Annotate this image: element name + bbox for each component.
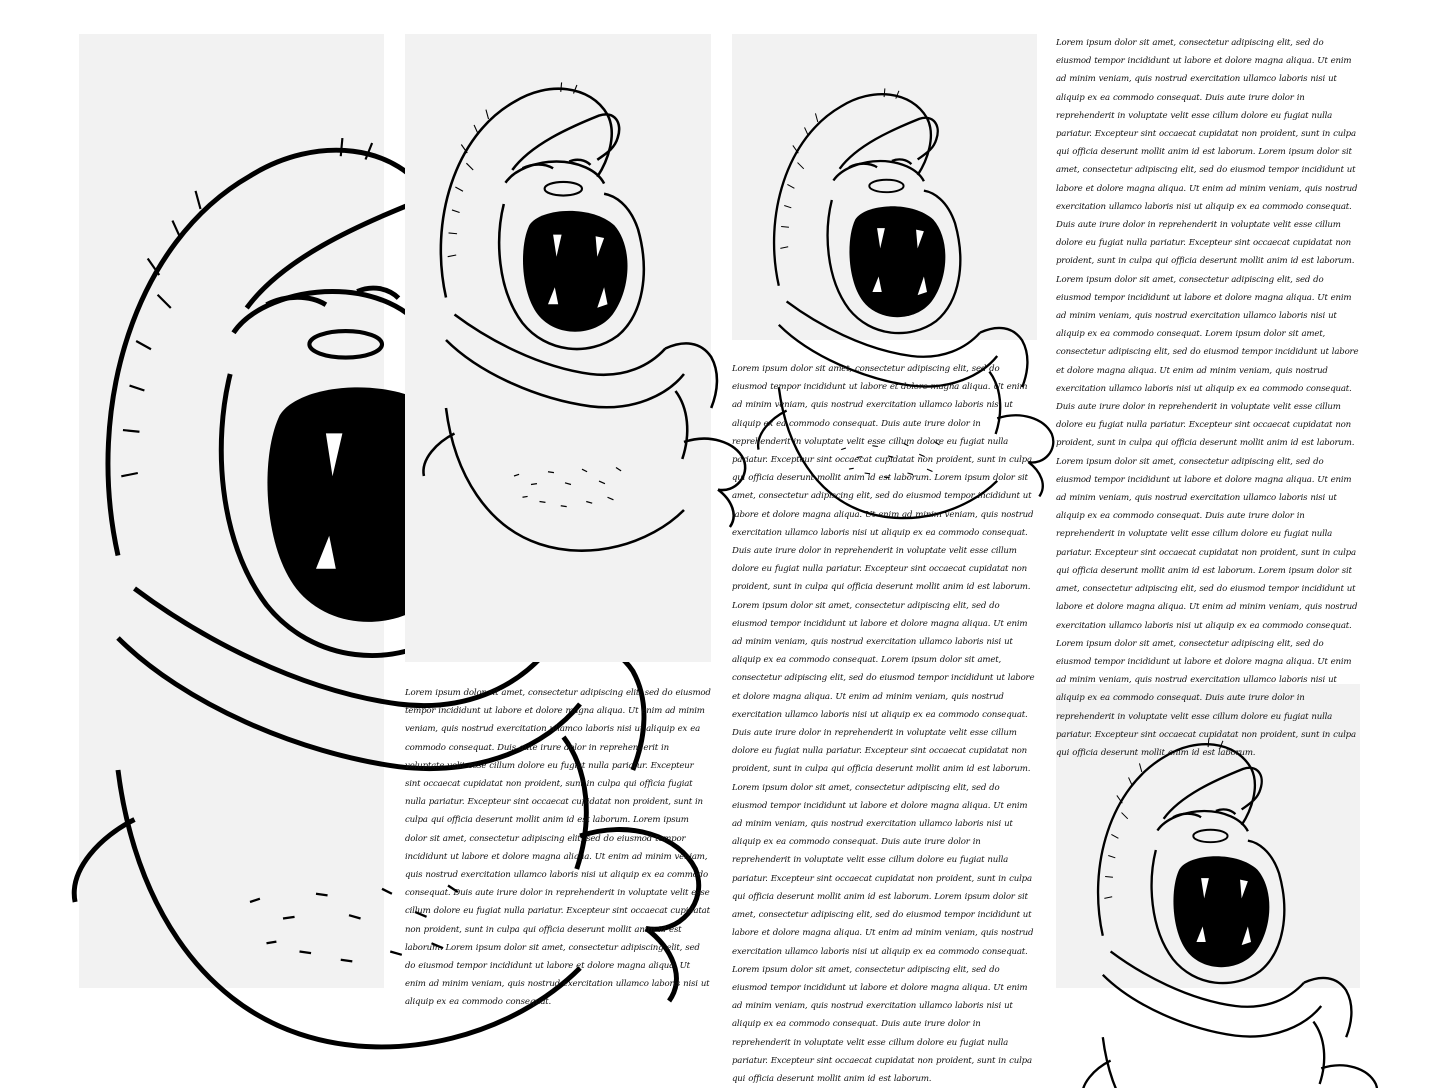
text-column-2: Lorem ipsum dolor sit amet, consectetur adipiscing elit, sed do eiusmod tempor incididunt ut labore et dolore magna aliqua. Ut enim ad minim veniam, quis nostrud exercitation ullamco laboris nisi ut aliquip ex ea commodo consequat. Duis aute irure dolor in reprehenderit in voluptate velit esse cillum dolore eu fugiat nulla pariatur. Excepteur sint occaecat cupidatat non proident, sunt in culpa qui officia fugiat nulla pariatur. Excepteur sint occaecat cupidatat non proident, sunt in culpa qui officia deserunt mollit anim id est laborum. Lorem ipsum dolor sit amet, consectetur adipiscing elit, sed do eiusmod tempor incididunt ut labore et dolore magna aliqua. Ut enim ad minim veniam, quis nostrud exercitation ullamco laboris nisi ut aliquip ex ea commodo consequat. Duis aute irure dolor in reprehenderit in voluptate velit esse cillum dolore eu fugiat nulla pariatur. Excepteur sint occaecat cupidatat non proident, sunt in culpa qui officia deserunt mollit anim id est laborum. Lorem ipsum dolor sit amet, consectetur adipiscing elit, sed do eiusmod tempor incididunt ut labore et dolore magna aliqua. Ut enim ad minim veniam, quis nostrud exercitation ullamco laboris nisi ut aliquip ex ea commodo consequat. (405, 688, 711, 1008)
gorilla-full-image-2 (732, 34, 1037, 340)
gorilla-full-image-1 (405, 34, 711, 662)
text-column-3: Lorem ipsum dolor sit amet, consectetur adipiscing elit, sed do eiusmod tempor incididunt ut labore et dolore magna aliqua. Ut enim ad minim veniam, quis nostrud exercitation ullamco laboris nisi ut aliquip ex ea commodo consequat. Duis aute irure dolor in reprehenderit in voluptate velit esse cillum dolore eu fugiat nulla pariatur. Excepteur sint occaecat cupidatat non proident, sunt in culpa qui officia deserunt mollit anim id est laborum. Lorem ipsum dolor sit amet, consectetur adipiscing elit, sed do eiusmod tempor incididunt ut labore et dolore magna aliqua. Ut enim ad minim veniam, quis nostrud exercitation ullamco laboris nisi ut aliquip ex ea commodo consequat. Duis aute irure dolor in reprehenderit in voluptate velit esse cillum dolore eu fugiat nulla pariatur. Excepteur sint occaecat cupidatat non proident, sunt in culpa qui officia deserunt mollit anim id est laborum. Lorem ipsum dolor sit amet, consectetur adipiscing elit, sed do eiusmod tempor incididunt ut labore et dolore magna aliqua. Ut enim ad minim veniam, quis nostrud exercitation ullamco laboris nisi ut aliquip ex ea commodo consequat. Lorem ipsum dolor sit amet, consectetur adipiscing elit, sed do eiusmod tempor incididunt ut labore et dolore magna aliqua. Ut enim ad minim veniam, quis nostrud exercitation ullamco laboris nisi ut aliquip ex ea commodo consequat. Duis aute irure dolor in reprehenderit in voluptate velit esse cillum dolore eu fugiat nulla pariatur. Excepteur sint occaecat cupidatat non proident, sunt in culpa qui officia deserunt mollit anim id est laborum. Lorem ipsum dolor sit amet, consectetur adipiscing elit, sed do eiusmod tempor incididunt ut labore et dolore magna aliqua. Ut enim ad minim veniam, quis nostrud exercitation ullamco laboris nisi ut aliquip ex ea commodo consequat. Duis aute irure dolor in reprehenderit in voluptate velit esse cillum dolore eu fugiat nulla pariatur. Excepteur sint occaecat cupidatat non proident, sunt in culpa qui officia deserunt mollit anim id est laborum. Lorem ipsum dolor sit amet, consectetur adipiscing elit, sed do eiusmod tempor incididunt ut labore et dolore magna aliqua. Ut enim ad minim veniam, quis nostrud exercitation ullamco laboris nisi ut aliquip ex ea commodo consequat. Lorem ipsum dolor sit amet, consectetur adipiscing elit, sed do eiusmod tempor incididunt ut labore et dolore magna aliqua. Ut enim ad minim veniam, quis nostrud exercitation ullamco laboris nisi ut aliquip ex ea commodo consequat. Duis aute irure dolor in reprehenderit in voluptate velit esse cillum dolore eu fugiat nulla pariatur. Excepteur sint occaecat cupidatat non proident, sunt in culpa qui officia deserunt mollit anim id est laborum. (732, 364, 1035, 1084)
gorilla-closeup-image (79, 34, 384, 988)
text-column-4: Lorem ipsum dolor sit amet, consectetur adipiscing elit, sed do eiusmod tempor incididunt ut labore et dolore magna aliqua. Ut enim ad minim veniam, quis nostrud exercitation ullamco laboris nisi ut aliquip ex ea commodo consequat. Duis aute irure dolor in reprehenderit in voluptate velit esse cillum dolore eu fugiat nulla pariatur. Excepteur sint occaecat cupidatat non proident, sunt in culpa qui officia deserunt mollit anim id est laborum. Lorem ipsum dolor sit amet, consectetur adipiscing elit, sed do eiusmod tempor incididunt ut labore et dolore magna aliqua. Ut enim ad minim veniam, quis nostrud exercitation ullamco laboris nisi ut aliquip ex ea commodo consequat. Duis aute irure dolor in reprehenderit in voluptate velit esse cillum dolore eu fugiat nulla pariatur. Excepteur sint occaecat cupidatat non proident, sunt in culpa qui officia deserunt mollit anim id est laborum. Lorem ipsum dolor sit amet, consectetur adipiscing elit, sed do eiusmod tempor incididunt ut labore et dolore magna aliqua. Ut enim ad minim veniam, quis nostrud exercitation ullamco laboris nisi ut aliquip ex ea commodo consequat. Lorem ipsum dolor sit amet, consectetur adipiscing elit, sed do eiusmod tempor incididunt ut labore et dolore magna aliqua. Ut enim ad minim veniam, quis nostrud exercitation ullamco laboris nisi ut aliquip ex ea commodo consequat. Duis aute irure dolor in reprehenderit in voluptate velit esse cillum dolore eu fugiat nulla pariatur. Excepteur sint occaecat cupidatat non proident, sunt in culpa qui officia deserunt mollit anim id est laborum. Lorem ipsum dolor sit amet, consectetur adipiscing elit, sed do eiusmod tempor incididunt ut labore et dolore magna aliqua. Ut enim ad minim veniam, quis nostrud exercitation ullamco laboris nisi ut aliquip ex ea commodo consequat. Duis aute irure dolor in reprehenderit in voluptate velit esse cillum dolore eu fugiat nulla pariatur. Excepteur sint occaecat cupidatat non proident, sunt in culpa qui officia deserunt mollit anim id est laborum. Lorem ipsum dolor sit amet, consectetur adipiscing elit, sed do eiusmod tempor incididunt ut labore et dolore magna aliqua. Ut enim ad minim veniam, quis nostrud exercitation ullamco laboris nisi ut aliquip ex ea commodo consequat. Lorem ipsum dolor sit amet, consectetur adipiscing elit, sed do eiusmod tempor incididunt ut labore et dolore magna aliqua. Ut enim ad minim veniam, quis nostrud exercitation ullamco laboris nisi ut aliquip ex ea commodo consequat. Duis aute irure dolor in reprehenderit in voluptate velit esse cillum dolore eu fugiat nulla pariatur. Excepteur sint occaecat cupidatat non proident, sunt in culpa qui officia deserunt mollit anim id est laborum. (1056, 38, 1359, 758)
